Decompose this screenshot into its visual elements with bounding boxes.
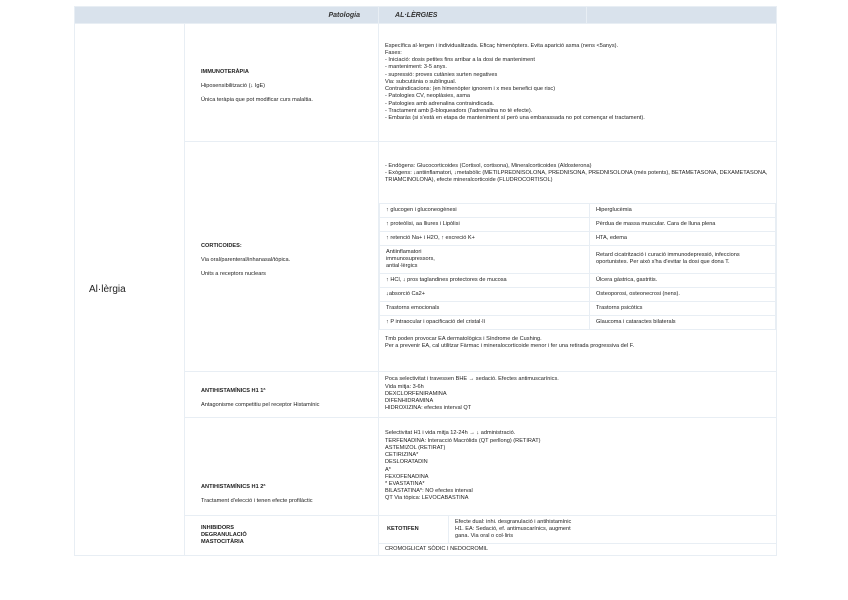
antihistamines-1-sub: Antagonisme competitiu pel receptor Histamínic: [201, 401, 320, 408]
header-allergies: AL·LÈRGIES: [379, 7, 587, 24]
immunotherapy-sub2: Única teràpia que pot modificar curs malaltia.: [201, 96, 313, 103]
effect-consequence: Osteoporosi, osteonecrosi (nens).: [590, 287, 776, 301]
antihistamines-1-label: [185, 372, 379, 418]
effect-cause: ↓absorció Ca2+: [380, 287, 590, 301]
effect-cause: Trastorns emocionals: [380, 301, 590, 315]
corticoids-title: CORTICOIDES:: [201, 242, 242, 249]
effect-row: [380, 315, 776, 329]
effect-cause: ↑ retenció Na+ i H2O, ↑ excreció K+: [380, 231, 590, 245]
effect-row: [380, 287, 776, 301]
corticoids-sub2: Units a receptors nuclears: [201, 270, 266, 277]
effect-consequence: HTA, edema: [590, 231, 776, 245]
header-patologia: Patologia: [75, 7, 379, 24]
cromoglicat-label: CROMOGLICAT SÒDIC I NEDOCROMIL: [379, 544, 777, 556]
effect-row: [380, 203, 776, 217]
corticoids-bottom-text: Tmb poden provocar EA dermatològics i Síndrome de Cushing. Per a prevenir EA, cal utilitzar Fàrmac i mineralocorticoide menor i fer una retirada progressiva del F.: [385, 335, 635, 349]
antihistamines-1-text: Poca selectivitat i travessen BHE → sedació. Efectes antimuscarínics. Vida mitja: 3-6h DEXCLORFENIRAMINA DIFENHIDRAMINA HIDROXIZINA: efectes interval QT: [379, 372, 777, 418]
ketotifen-text: Efecte dual: inhi. desgranulació i antihistamínic H1. EA: Sedació, ef. antimuscarínics, augment gana. Via oral o col·liris: [449, 516, 777, 544]
effect-consequence: Úlcera gàstrica, gastritis.: [590, 273, 776, 287]
effect-row: [380, 245, 776, 273]
immunotherapy-sub1: Hiposensibilització (↓ IgE): [201, 82, 266, 89]
corticoids-label: [185, 142, 379, 372]
immunotherapy-title: IMMUNOTERÀPIA: [201, 68, 249, 75]
effect-cause: ↑ proteòlisi, aa lliures i Lipòlisi: [380, 217, 590, 231]
antihistamines-2-title: ANTIHISTAMÍNICS H1 2ª: [201, 484, 266, 490]
effect-cause: ↑ P intraocular i opacificació del cristal·lí: [380, 315, 590, 329]
table-header-row: [75, 7, 777, 24]
corticoids-sub1: Via oral/parenteral/inhanasal/tòpica.: [201, 256, 291, 263]
antihistamines-2-label: [185, 418, 379, 516]
antihistamines-2-text: Selectivitat H1 i vida mitja 12-24h → ↓ administració. TERFENADINA: Interacció Macròlids (QT perllong) (RETIRAT) ASTEMIZOL (RETIRAT) CETIRIZINA* DESLORATADIN A* FEXOFENADINA * EVASTATINA* BILASTATINA*: NO efectes interval QT Via tòpica: LEVOCABASTINA: [379, 418, 777, 516]
effect-cause: ↑ glucogen i gluconeogènesi: [380, 203, 590, 217]
corticoids-top-text: - Endògens: Glucocorticoides (Cortisol, cortisona), Mineralcorticoides (Aldosterona) - Exògens: ↓antiinflamatori, ↓metabòlic (METILPREDNISOLONA, PREDNISONA, PREDNISOLONA (més potents), BETAMETASONA, DEXAMETASONA, TRIAMCINOLONA), efecte mineralcorticoide (FLUDROCORTISOL): [385, 162, 768, 184]
antihistamines-1-title: ANTIHISTAMÍNICS H1 1ª: [201, 387, 266, 394]
corticoids-content: [379, 142, 777, 372]
effect-row: [380, 217, 776, 231]
allergy-table: [74, 6, 777, 556]
effect-row: [380, 231, 776, 245]
effect-consequence: Glaucoma i cataractes bilaterals: [590, 315, 776, 329]
effect-cause: Antiinflamatori immunosupressors, antial·lèrgics: [380, 245, 590, 273]
antihistamines-2-sub: Tractament d'elecció i tenen efecte profilàctic: [201, 498, 313, 504]
immunotherapy-text: Específica al·lergen i individualitzada. Eficaç himenòpters. Evita aparició asma (nens <5anys). Fases: - Iniciació: dosis petites fins arribar a la dosi de manteniment - manteniment: 3-5 anys. - supressió: proves cutànies surten negatives Via: subcutània o sublingual. Contraindicacions: (en himenòpter ignorem i x mes benefici que risc) - Patologies CV, neoplàsies, asma - Patologies amb adrenalina contraindicada. - Tractament amb β-bloqueadors (l'adrenalina no té efecte). - Embaràs (si s'està en etapa de manteniment sí però una embarassada no pot començar el tractament).: [379, 24, 777, 142]
effect-consequence: Trastorns psicòtics: [590, 301, 776, 315]
header-empty: [587, 7, 777, 24]
immunotherapy-row: [75, 24, 777, 142]
effect-consequence: Retard cicatrització i curació immunodepressió, infeccions oportunistes. Per això s'ha d'evitar la dosi que dona T.: [590, 245, 776, 273]
corticoids-effects-table: [379, 203, 776, 330]
immunotherapy-label: [185, 24, 379, 142]
effect-consequence: Hiperglucèmia: [590, 203, 776, 217]
effect-row: [380, 273, 776, 287]
mast-cell-label: INHIBIDORS DEGRANULACIÓ MASTOCITÀRIA: [185, 516, 379, 556]
effect-cause: ↑ HCl, ↓ pros taglandines protectores de mucosa: [380, 273, 590, 287]
pathology-allergy: Al·lèrgia: [75, 24, 185, 556]
effect-row: [380, 301, 776, 315]
ketotifen-label: KETOTIFEN: [379, 516, 449, 544]
effect-consequence: Pèrdua de massa muscular. Cara de lluna plena: [590, 217, 776, 231]
document-page: [74, 6, 776, 570]
